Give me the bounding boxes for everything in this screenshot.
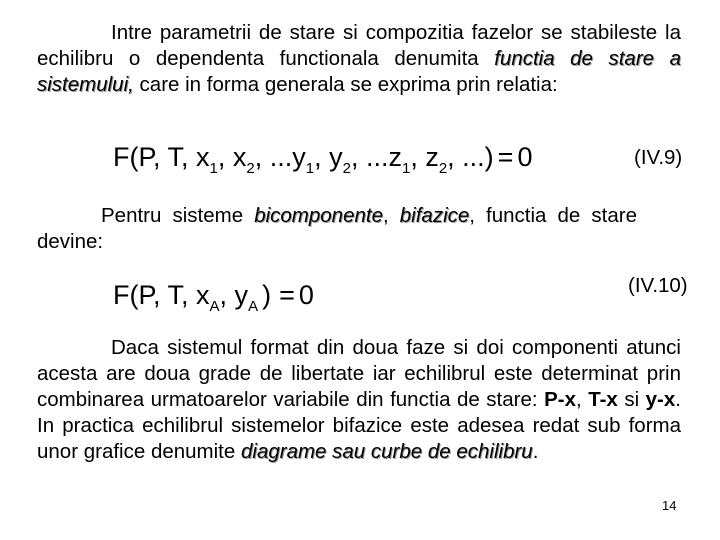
equation-part: 0 — [298, 280, 314, 310]
paragraph-text: si — [617, 388, 646, 411]
equation-subscript: 1 — [209, 160, 218, 177]
paragraph-text: Intre parametrii de stare si compozitia fazelor se stabileste la echilibru o dependenta functionala denumita — [37, 21, 681, 70]
equation-subscript: 2 — [246, 160, 255, 177]
variable-p-x: P-x — [544, 388, 576, 411]
paragraph-text: . In practica echilibrul sistemelor bifazice este adesea redat sub forma unor grafice denumite — [37, 388, 681, 463]
equation-subscript: 2 — [438, 160, 448, 177]
term-bifazice: bifazice — [399, 204, 470, 227]
term-bicomponente: bicomponente — [254, 204, 383, 227]
equation-subscript: 2 — [342, 160, 351, 177]
equals-sign: = — [279, 280, 295, 310]
page-number: 14 — [662, 498, 677, 513]
paragraph-equilibrium — [37, 335, 681, 465]
term-equilibrium-diagrams: diagrame sau curbe de echilibru — [240, 440, 533, 463]
equation-part: F(P, T, x — [113, 142, 210, 172]
variable-t-x: T-x — [588, 388, 618, 411]
paragraph-text: Pentru sisteme — [101, 204, 255, 227]
equation-subscript: 1 — [305, 160, 315, 177]
paragraph-text: care in forma generala se exprima prin relatia: — [133, 73, 558, 96]
equation-part: , y — [314, 142, 343, 172]
equation-part: , ...) — [447, 142, 494, 172]
equation-subscript: A — [248, 298, 259, 315]
equation-subscript: 1 — [401, 160, 411, 177]
equation-subscript: A — [209, 298, 220, 315]
equation-part: , z — [410, 142, 439, 172]
term-state-function: functia de stare a sistemului, — [37, 47, 681, 96]
equals-sign: = — [497, 142, 514, 172]
paragraph-text: . — [532, 440, 539, 463]
equation-part: ) — [262, 280, 272, 310]
equation-part: 0 — [517, 142, 533, 172]
equation-part: , ...y — [254, 142, 306, 172]
equation-number-iv10: (IV.10) — [628, 274, 688, 297]
paragraph-text: , functia de stare devine: — [37, 204, 637, 253]
equation-part: F(P, T, x — [113, 280, 210, 310]
variable-y-x: y-x — [645, 388, 676, 411]
equation-part: , x — [217, 142, 247, 172]
paragraph-text: , — [575, 388, 589, 411]
paragraph-text: , — [382, 204, 400, 227]
equation-iv10 — [113, 280, 314, 315]
paragraph-state-function — [37, 20, 681, 98]
paragraph-binary-systems — [37, 203, 637, 255]
equation-part: , ...z — [350, 142, 402, 172]
equation-iv9 — [113, 142, 532, 177]
paragraph-text: Daca sistemul format din doua faze si doi componenti atunci acesta are doua grade de libertate iar echilibrul este determinat prin combinarea urmatoarelor variabile din functia de stare: — [37, 336, 681, 411]
equation-part: , y — [219, 280, 249, 310]
equation-number-iv9: (IV.9) — [634, 146, 683, 169]
